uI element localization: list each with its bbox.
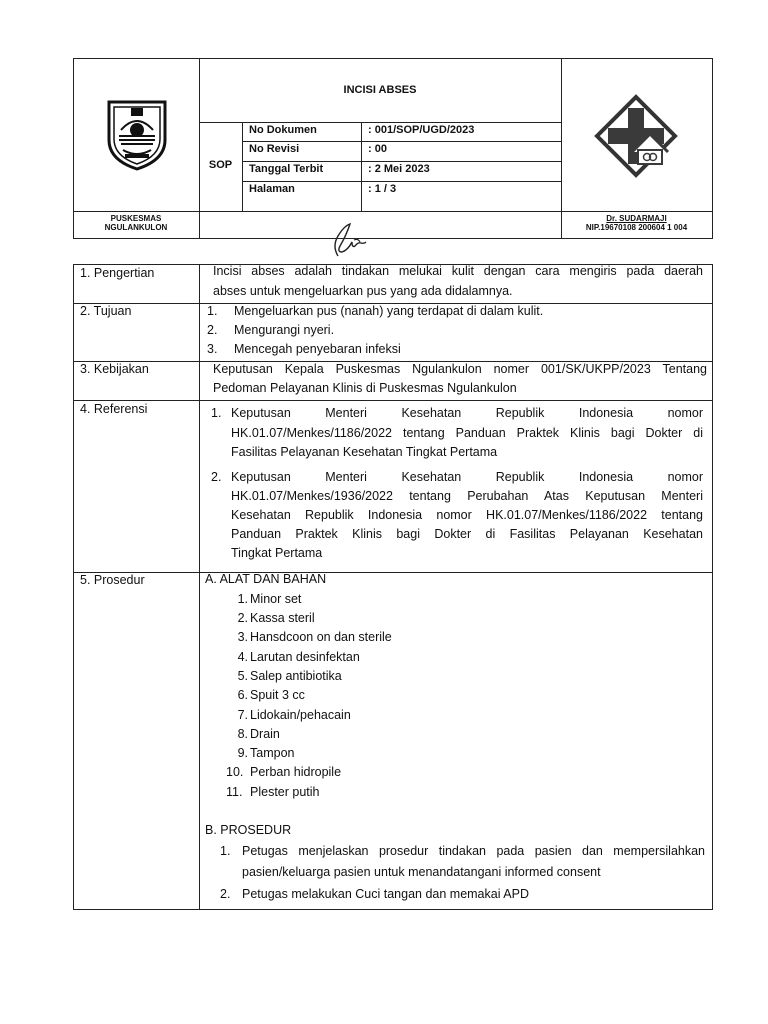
alat-item-number: 4. xyxy=(237,650,248,664)
alat-item-number: 7. xyxy=(237,708,248,722)
prosedur-heading: B. PROSEDUR xyxy=(205,823,292,837)
referensi-2-line1: Keputusan Menteri Kesehatan Republik Indonesia nomor xyxy=(231,470,703,484)
pengertian-text-line2: abses untuk mengeluarkan pus yang ada didalamnya. xyxy=(213,284,513,298)
revision-value: : 00 xyxy=(368,143,387,155)
alat-item-number: 3. xyxy=(237,630,248,644)
prosedur-step-number: 1. xyxy=(220,844,231,858)
alat-item: Drain xyxy=(250,727,280,741)
alat-item-number: 2. xyxy=(237,611,248,625)
alat-item: Salep antibiotika xyxy=(250,669,342,683)
alat-item-number: 9. xyxy=(237,746,248,760)
issue-date-label: Tanggal Terbit xyxy=(249,163,324,175)
signer-name: Dr. SUDARMAJI xyxy=(606,214,667,223)
signature-icon xyxy=(328,218,372,258)
alat-item-number: 11. xyxy=(226,785,243,799)
issue-date-value: : 2 Mei 2023 xyxy=(368,163,430,175)
alat-item-number: 10. xyxy=(226,765,244,779)
referensi-1-line2: HK.01.07/Menkes/1186/2022 tentang Panduan Praktek Klinis bagi Dokter di xyxy=(231,426,703,440)
tujuan-item-number: 1. xyxy=(207,304,218,318)
revision-label: No Revisi xyxy=(249,143,300,155)
health-cross-logo-icon xyxy=(594,94,678,178)
doc-number-label: No Dokumen xyxy=(249,124,317,136)
tujuan-label: 2. Tujuan xyxy=(80,304,132,318)
alat-dan-bahan-heading: A. ALAT DAN BAHAN xyxy=(205,572,327,586)
alat-item-number: 8. xyxy=(237,727,248,741)
page-label: Halaman xyxy=(249,183,295,195)
alat-item: Minor set xyxy=(250,592,302,606)
alat-item: Kassa steril xyxy=(250,611,315,625)
tujuan-item: Mengeluarkan pus (nanah) yang terdapat di dalam kulit. xyxy=(234,304,544,318)
prosedur-step-1-line1: Petugas menjelaskan prosedur tindakan pada pasien dan mempersilahkan xyxy=(242,844,705,858)
prosedur-step-1-line2: pasien/keluarga pasien untuk menandatangani informed consent xyxy=(242,865,601,879)
alat-item: Hansdcoon on dan sterile xyxy=(250,630,392,644)
prosedur-step-2: Petugas melakukan Cuci tangan dan memakai APD xyxy=(242,887,529,901)
alat-item-number: 6. xyxy=(237,688,248,702)
referensi-2-line3: Kesehatan Republik Indonesia nomor HK.01.07/Menkes/1186/2022 tentang xyxy=(231,508,703,522)
alat-item: Perban hidropile xyxy=(250,765,342,779)
sop-label: SOP xyxy=(208,159,233,171)
kebijakan-text-line1: Keputusan Kepala Puskesmas Ngulankulon nomer 001/SK/UKPP/2023 Tentang xyxy=(213,362,707,376)
referensi-item-number: 1. xyxy=(211,406,222,420)
tujuan-item: Mencegah penyebaran infeksi xyxy=(234,342,401,356)
alat-item: Plester putih xyxy=(250,785,320,799)
alat-item: Spuit 3 cc xyxy=(250,688,305,702)
prosedur-step-number: 2. xyxy=(220,887,231,901)
org-name-line2: NGULANKULON xyxy=(104,223,168,232)
alat-item: Lidokain/pehacain xyxy=(250,708,351,722)
referensi-item-number: 2. xyxy=(211,470,222,484)
alat-item: Larutan desinfektan xyxy=(250,650,360,664)
referensi-1-line3: Fasilitas Pelayanan Kesehatan Tingkat Pertama xyxy=(231,445,498,459)
prosedur-label: 5. Prosedur xyxy=(80,573,145,587)
signer-nip: NIP.19670108 200604 1 004 xyxy=(585,223,688,232)
referensi-1-line1: Keputusan Menteri Kesehatan Republik Indonesia nomor xyxy=(231,406,703,420)
pengertian-label: 1. Pengertian xyxy=(80,266,155,280)
kebijakan-text-line2: Pedoman Pelayanan Klinis di Puskesmas Ngulankulon xyxy=(213,381,517,395)
kebijakan-label: 3. Kebijakan xyxy=(80,362,149,376)
pengertian-text-line1: Incisi abses adalah tindakan melukai kulit dengan cara mengiris pada daerah xyxy=(213,264,703,278)
alat-item: Tampon xyxy=(250,746,295,760)
referensi-2-line4: Panduan Praktek Klinis bagi Dokter di Fasilitas Pelayanan Kesehatan xyxy=(231,527,703,541)
document-title: INCISI ABSES xyxy=(343,84,417,96)
referensi-2-line2: HK.01.07/Menkes/1936/2022 tentang Perubahan Atas Keputusan Menteri xyxy=(231,489,703,503)
regional-government-emblem-icon xyxy=(101,96,173,172)
tujuan-item-number: 2. xyxy=(207,323,218,337)
alat-item-number: 1. xyxy=(237,592,248,606)
alat-item-number: 5. xyxy=(237,669,248,683)
page-value: : 1 / 3 xyxy=(368,183,397,195)
referensi-label: 4. Referensi xyxy=(80,402,148,416)
doc-number-value: : 001/SOP/UGD/2023 xyxy=(368,124,475,136)
tujuan-item: Mengurangi nyeri. xyxy=(234,323,335,337)
org-name-line1: PUSKESMAS xyxy=(110,214,162,223)
referensi-2-line5: Tingkat Pertama xyxy=(231,546,323,560)
tujuan-item-number: 3. xyxy=(207,342,218,356)
